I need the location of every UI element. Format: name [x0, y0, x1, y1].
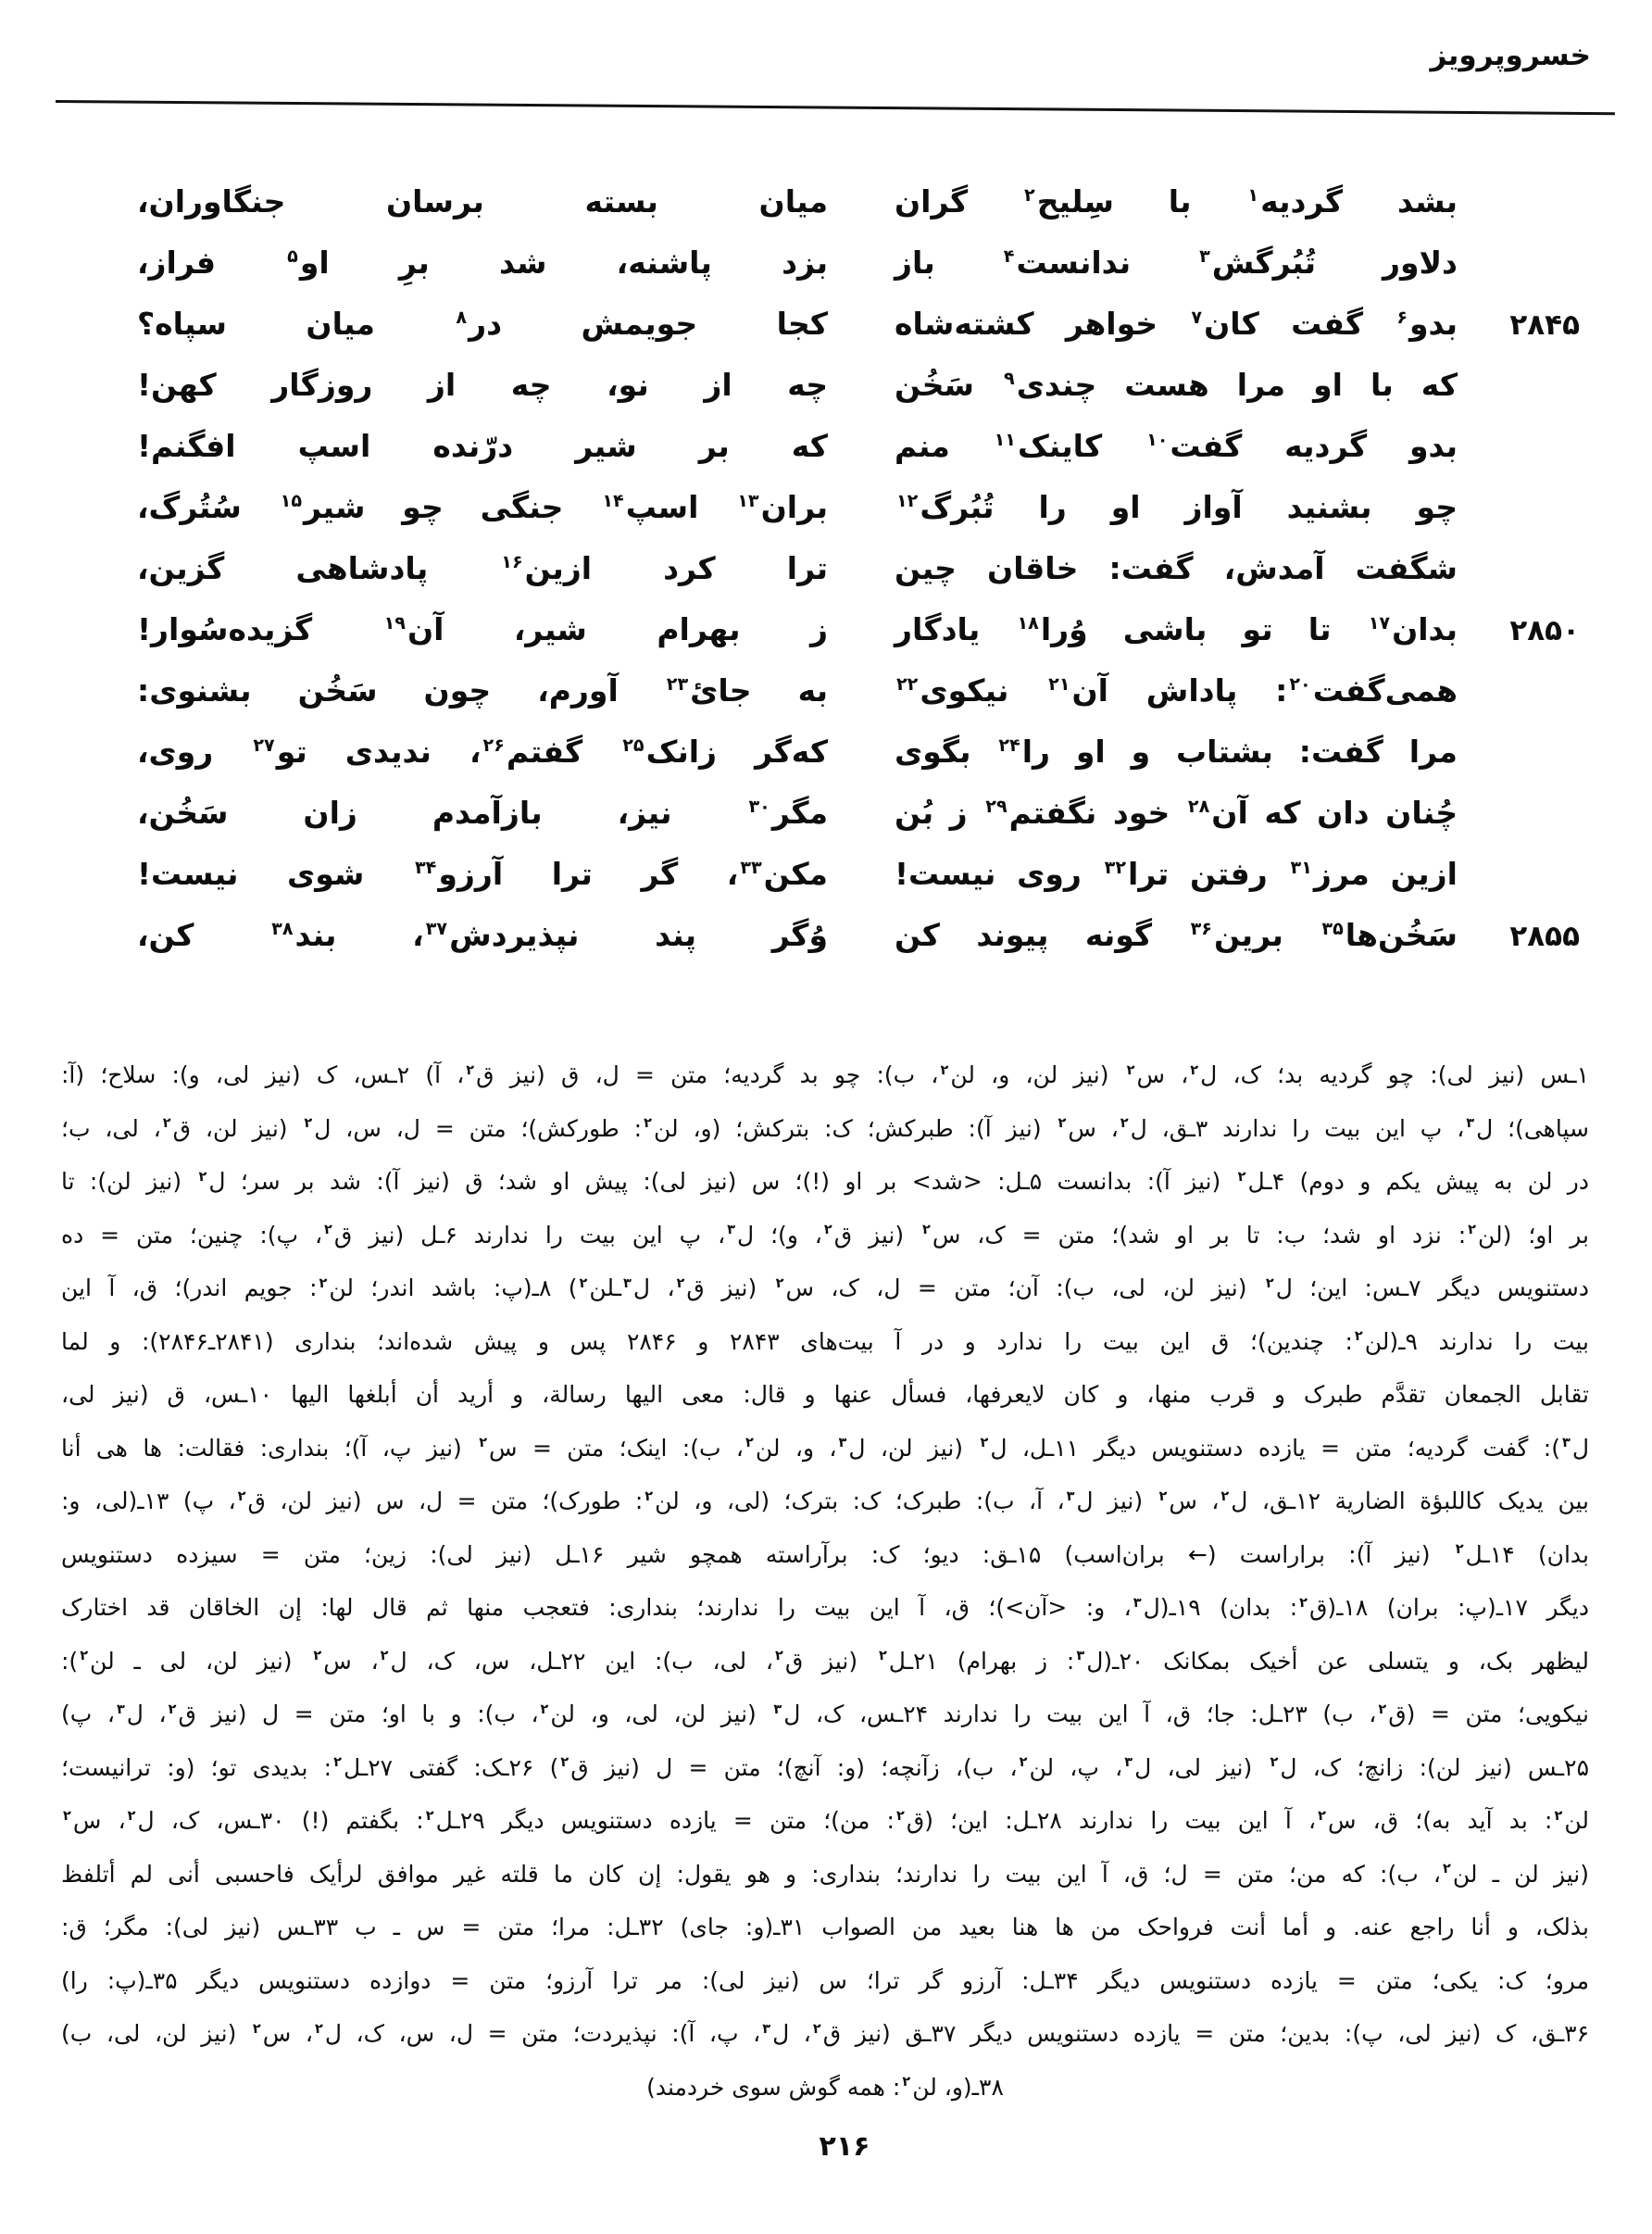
- footnote-ref: ۲: [1058, 1116, 1067, 1132]
- footnote-ref: ۳: [1199, 245, 1210, 267]
- footnote-ref: ۲: [1378, 1701, 1387, 1717]
- footnote-ref: ۴: [1003, 245, 1015, 267]
- footnote-ref: ۲: [823, 1223, 832, 1238]
- verse-row: [137, 672, 1585, 734]
- footnote-line: ۱ـس (نیز لی): چو گردیه بد؛ ک، ل$^۲$، س$^۲$ (نیز لن، و، لن$^۲$، ب): چو بد گردیه؛ متن = ل، ق (نیز ق$^۲$، آ) ۲ـس، ک (نیز لی، و): سلاح؛ (آ:: [61, 1061, 1589, 1088]
- hemistich-left: چه از نو، چه از روزگار کهن!: [137, 367, 828, 403]
- hemistich-left: ز بهرام شیر، آن$^{۱۹}$ گزیده‌سُوار!: [137, 611, 828, 647]
- footnote-ref: ۲: [1120, 1116, 1129, 1132]
- footnote-ref: ۲: [1019, 1755, 1028, 1771]
- footnote-ref: ۲: [940, 1062, 949, 1078]
- verse-row: [137, 245, 1585, 306]
- footnote-ref: ۲: [319, 1275, 328, 1291]
- footnote-ref: ۲: [333, 1755, 342, 1771]
- footnote-line: بدان) ۱۴ـل$^۲$ (نیز آ): براراست (← بران‌اسب) ۱۵ـق: دیو؛ ک: برآراسته همچو شیر ۱۶ـل (نیز لی): زین؛ متن = سیزده دستنویس: [61, 1540, 1589, 1568]
- verse-number: ۲۸۵۵: [1509, 920, 1580, 953]
- footnote-ref: ۱۰: [1146, 429, 1169, 450]
- footnote-ref: ۲: [922, 1223, 931, 1238]
- footnote-line: بذلک، و أنا راجع عنه. و أما أنت فرواحک من ها هنا بعید من الصواب ۳۱ـ(و: جای) ۳۲ـل: مرا؛ متن = س ـ ب ۳۳ـس (نیز لی): مگر؛ ق:: [61, 1914, 1589, 1940]
- footnote-ref: ۲: [902, 2075, 911, 2090]
- footnote-ref: ۵: [287, 245, 298, 267]
- footnote-ref: ۲: [313, 1649, 322, 1664]
- hemistich-right: بدو گردیه گفت$^{۱۰}$ کاینک$^{۱۱}$ منم: [895, 428, 1458, 464]
- footnote-line: ۳۶ـق، ک (نیز لی، پ): بدین؛ متن = یازده دستنویس دیگر ۳۷ـق (نیز ق$^۲$، ل$^۳$، پ، آ): نپذیردت؛ متن = ل، س، ک، ل$^۲$، س$^۲$ (نیز لن، لی، ب): [61, 2020, 1589, 2047]
- footnote-ref: ۸: [456, 307, 468, 328]
- verse-row: [137, 428, 1585, 489]
- hemistich-right: همی‌گفت$^{۲۰}$: پاداش آن$^{۲۱}$ نیکوی$^{۲۲}$: [896, 672, 1458, 709]
- footnote-ref: ۲: [466, 1062, 475, 1078]
- footnote-ref: ۲: [1126, 1062, 1135, 1078]
- footnote-ref: ۲: [425, 1808, 434, 1824]
- footnote-ref: ۱۱: [994, 429, 1016, 450]
- footnote-line: ل$^۳$): گفت گردیه؛ متن = یازده دستنویس دیگر ۱۱ـل، ل$^۲$ (نیز لن، ل$^۳$، و، لن$^۲$، ب): اینک؛ متن = س$^۲$ (نیز پ، آ)؛ بنداری: فقالت: ها هی أنا: [61, 1434, 1590, 1462]
- footnote-ref: ۳: [1561, 1436, 1571, 1451]
- footnote-ref: ۳۵: [1321, 918, 1344, 939]
- footnote-ref: ۲: [980, 1436, 989, 1451]
- footnote-ref: ۲: [198, 1169, 207, 1185]
- poem: [137, 183, 1585, 978]
- footnote-ref: ۷: [1191, 307, 1203, 328]
- hemistich-right: بدان$^{۱۷}$ تا تو باشی وُرا$^{۱۸}$ یادگار: [895, 611, 1458, 647]
- hemistich-right: بدو$^۶$ گفت کان$^۷$ خواهر کشته‌شاه: [895, 306, 1458, 342]
- footnote-ref: ۱۲: [896, 490, 919, 511]
- hemistich-right: چو بشنید آواز او را تُبُرگ$^{۱۲}$: [896, 489, 1458, 525]
- footnote-line: بر او؛ (لن$^۲$: نزد او شد؛ ب: تا بر او شد)؛ متن = ک، س$^۲$ (نیز ق$^۲$، و)؛ ل$^۳$، پ این بیت را ندارند ۶ـل (نیز ق$^۲$، پ): چنین؛ متن = ده: [61, 1221, 1589, 1249]
- footnote-ref: ۲: [560, 1755, 569, 1771]
- footnote-ref: ۳: [116, 1701, 125, 1717]
- footnote-ref: ۲: [878, 1649, 887, 1664]
- footnote-ref: ۲: [168, 1701, 177, 1717]
- hemistich-right: مرا گفت: بشتاب و او را$^{۲۴}$ بگوی: [895, 734, 1458, 770]
- footnote-ref: ۳۶: [1190, 918, 1212, 939]
- hemistich-right: شگفت آمدش، گفت: خاقان چین: [895, 550, 1458, 586]
- footnote-ref: ۳۸: [271, 918, 294, 939]
- footnote-line: تقابل الجمعان تقدَّم طبرک و قرب منها، و کان لایعرفها، فسأل عنها و قال: معی الیها رسالة، و أرید أن أبلغها الیها ۱۰ـس، ق (نیز لی،: [61, 1381, 1589, 1408]
- footnote-ref: ۲: [304, 1116, 313, 1132]
- footnote-ref: ۲۶: [482, 734, 505, 756]
- verse-row: [137, 367, 1585, 428]
- footnote-ref: ۲: [1318, 1808, 1326, 1824]
- footnote-ref: ۲: [1237, 1169, 1246, 1185]
- footnote-ref: ۳: [623, 1275, 632, 1291]
- header-rule: [56, 100, 1615, 115]
- footnote-line: نیکویی؛ متن = (ق$^۲$، ب) ۲۳ـل: جا؛ ق، آ این بیت را ندارند ۲۴ـس، ک، ل$^۳$ (نیز لن، لی، و، لن$^۲$، ب): و با او؛ متن = ل (نیز ق$^۲$، ل$^۳$، پ): [61, 1701, 1589, 1727]
- footnote-ref: ۲: [1299, 1595, 1308, 1611]
- footnote-ref: ۳: [1124, 1755, 1133, 1771]
- verse-row: [137, 917, 1585, 978]
- verse-number: ۲۸۵۰: [1509, 614, 1580, 647]
- verse-row: [137, 795, 1585, 856]
- footnote-ref: ۲: [1354, 1329, 1363, 1345]
- footnote-ref: ۲: [1190, 1062, 1199, 1078]
- footnote-ref: ۳۷: [425, 918, 448, 939]
- footnote-ref: ۳: [1466, 1116, 1475, 1132]
- footnote-ref: ۲: [380, 1649, 389, 1664]
- hemistich-right: دلاور تُبُرگش$^۳$ ندانست$^۴$ باز: [895, 245, 1458, 281]
- footnote-line: بین یدیک کاللبؤة الضاریة ۱۲ـق، ل$^۲$، س$^۲$ (نیز ل$^۳$، آ، ب): طبرک؛ ک: بترک؛ (لی، و، لن$^۲$: طورک)؛ متن = ل، س (نیز لن، ق$^۲$، پ) ۱۳ـ(لی، و:: [61, 1487, 1589, 1514]
- footnote-ref: ۲: [1270, 1755, 1279, 1771]
- footnote-ref: ۲: [1024, 184, 1035, 206]
- footnote-ref: ۳۴: [414, 857, 437, 878]
- footnote-ref: ۲: [745, 1436, 754, 1451]
- footnote-line: دیگر ۱۷ـ(پ: بران) ۱۸ـ(ق$^۲$: بدان) ۱۹ـ(ل$^۳$، و: <آن>)؛ ق، آ این بیت را ندارند؛ بنداری: فتعجب منها ثم قال لها: إن الخاقان قد اختارک: [61, 1594, 1590, 1621]
- footnote-ref: ۲: [895, 1808, 905, 1824]
- footnote-ref: ۲: [774, 1649, 783, 1664]
- footnote-ref: ۳: [727, 1223, 736, 1238]
- verse-row: [137, 611, 1585, 672]
- footnote-ref: ۱۶: [501, 551, 523, 572]
- hemistich-left: وُگر پند نپذیردش$^{۳۷}$، بند$^{۳۸}$ کن،: [137, 917, 828, 953]
- hemistich-right: ازین مرز$^{۳۱}$ رفتن ترا$^{۳۲}$ روی نیست!: [895, 856, 1458, 892]
- footnote-ref: ۲: [1468, 1223, 1477, 1238]
- footnote-ref: ۲: [645, 1488, 654, 1504]
- hemistich-left: مگر$^{۳۰}$ نیز، بازآمدم زان سَخُن،: [137, 795, 828, 831]
- footnote-line: ۳۸ـ(و، لن$^۲$: همه گوش سوی خردمند): [646, 2073, 1004, 2101]
- hemistich-right: سَخُن‌ها$^{۳۵}$ برین$^{۳۶}$ گونه پیوند کن: [895, 917, 1458, 953]
- hemistich-left: مکن$^{۳۳}$، گر ترا آرزو$^{۳۴}$ شوی نیست!: [137, 856, 828, 892]
- footnote-ref: ۲: [314, 2021, 323, 2037]
- footnote-ref: ۲: [1455, 1542, 1464, 1558]
- verse-row: [137, 183, 1585, 245]
- verse-row: [137, 550, 1585, 611]
- hemistich-left: کجا جویمش در$^۸$ میان سپاه؟: [137, 306, 828, 342]
- footnote-ref: ۱۸: [1017, 612, 1039, 634]
- footnote-ref: ۲۵: [622, 734, 645, 756]
- footnote-ref: ۲: [127, 1808, 136, 1824]
- footnote-ref: ۳: [773, 1701, 782, 1717]
- footnote-ref: ۲۸: [1187, 796, 1210, 817]
- footnote-ref: ۱۵: [280, 490, 302, 511]
- hemistich-left: که بر شیر درّنده اسپ افگنم!: [137, 428, 828, 464]
- footnote-ref: ۲: [80, 1649, 89, 1664]
- footnote-ref: ۱۹: [383, 612, 406, 634]
- footnote-line: (نیز لن ـ لن$^۲$، ب): که من؛ متن = ل؛ ق، آ این بیت را ندارند؛ بنداری: و هو یقول: إن کان ما قلته غیر موافق لرأیک فاحسبی أنی لم أتلفظ: [61, 1860, 1589, 1888]
- footnote-ref: ۱۴: [602, 490, 624, 511]
- footnote-ref: ۱: [1247, 184, 1259, 206]
- footnote-ref: ۲: [775, 1275, 784, 1291]
- footnote-ref: ۲۰: [1289, 673, 1311, 695]
- footnote-ref: ۲: [1442, 1862, 1451, 1877]
- footnote-ref: ۱۳: [737, 490, 759, 511]
- hemistich-left: ترا کرد ازین$^{۱۶}$ پادشاهی گزین،: [137, 550, 828, 586]
- footnote-ref: ۲۱: [1048, 673, 1070, 695]
- footnote-line: ۲۵ـس (نیز لن): زانچ؛ ک، ل$^۲$ (نیز لی، ل$^۳$، پ، لن$^۲$، ب)، زآنچه؛ (و: آنچ)؛ متن = ل (نیز ق$^۲$) ۲۶ـک: گفتی ۲۷ـل$^۲$: بدیدی تو؛ (و: ترانیست؛: [61, 1753, 1589, 1781]
- footnote-ref: ۲: [1220, 1488, 1230, 1504]
- footnote-ref: ۳۲: [1104, 857, 1127, 878]
- footnote-ref: ۲: [579, 1275, 588, 1291]
- footnote-ref: ۲۳: [666, 673, 689, 695]
- hemistich-left: به جایٔ$^{۲۳}$ آورم، چون سَخُن بشنوی:: [137, 672, 828, 709]
- footnote-ref: ۲: [644, 1116, 652, 1132]
- footnote-ref: ۹: [1004, 368, 1015, 389]
- verse-row: [137, 489, 1585, 550]
- footnote-ref: ۲۲: [896, 673, 919, 695]
- footnote-line: لیظهر بک، و یتسلی عن أخیک بمکانک ۲۰ـ(ل$^۳$: ز بهرام) ۲۱ـل$^۲$ (نیز ق$^۲$، لی، ب): این ۲۲ـل، س، ک، ل$^۲$، س$^۲$ (نیز لن، لی ـ لن$^۲$):: [61, 1647, 1589, 1675]
- verse-row: [137, 734, 1585, 795]
- footnote-ref: ۲: [63, 1808, 71, 1824]
- footnote-ref: ۲: [1158, 1488, 1168, 1504]
- footnote-line: بیت را ندارند ۹ـ(لن$^۲$: چندین)؛ ق این بیت را ندارد و در آ بیت‌های ۲۸۴۳ و ۲۸۴۶ پس و پیش شده‌اند؛ بنداری (۲۸۴۱ـ۲۸۴۶): و لما: [61, 1327, 1589, 1355]
- footnote-ref: ۲: [162, 1116, 171, 1132]
- footnote-line: دستنویس دیگر ۷ـس: این؛ ل$^۲$ (نیز لن، لی، ب): آن؛ متن = ل، ک، س$^۲$ (نیز ق$^۲$، ل$^۳$ـلن$^۲$) ۸ـ(پ: باشد اندر؛ لن$^۲$: جویم اندر)؛ ق، آ این: [61, 1274, 1590, 1301]
- hemistich-left: میان بسته برسان جنگاوران،: [137, 183, 828, 220]
- footnote-line: در لن به پیش یکم و دوم) ۴ـل$^۲$ (نیز آ): بدانست ۵ـل: <شد> بر او (!)؛ س (نیز لی): پیش او شد؛ ق (نیز آ): شد بر سر؛ ل$^۲$ (نیز لن): تا: [61, 1168, 1589, 1195]
- footnote-ref: ۲: [812, 2021, 821, 2037]
- footnote-ref: ۳: [1133, 1595, 1142, 1611]
- footnote-ref: ۲: [540, 1701, 549, 1717]
- footnote-line: سپاهی)؛ ل$^۳$، پ این بیت را ندارند ۳ـق، ل$^۲$، س$^۲$ (نیز آ): طبرکش؛ ک: بترکش؛ (و، لن$^۲$: طورکش)؛ متن = ل، س، ل$^۲$ (نیز لن، ق$^۲$، لی، ب؛: [61, 1114, 1589, 1142]
- footnote-ref: ۳۱: [1290, 857, 1312, 878]
- hemistich-right: بشد گردیه$^۱$ با سِلیح$^۲$ گران: [895, 183, 1458, 220]
- footnote-ref: ۶: [1396, 307, 1408, 328]
- footnote-ref: ۳۰: [748, 796, 770, 817]
- hemistich-right: که با او مرا هست چندی$^۹$ سَخُن: [895, 367, 1458, 403]
- footnote-ref: ۲: [1265, 1275, 1274, 1291]
- hemistich-left: که‌گر زانک$^{۲۵}$ گفتم$^{۲۶}$، ندیدی تو$^{۲۷}$ روی،: [137, 734, 829, 770]
- verse-row: [137, 856, 1585, 917]
- footnote-ref: ۲: [479, 1436, 488, 1451]
- hemistich-right: چُنان دان که آن$^{۲۸}$ خود نگفتم$^{۲۹}$ ز بُن: [895, 795, 1458, 831]
- hemistich-left: بران$^{۱۳}$ اسپ$^{۱۴}$ جنگی چو شیر$^{۱۵}$ سُتُرگ،: [137, 489, 829, 525]
- footnote-ref: ۱۷: [1368, 612, 1391, 634]
- footnote-line: مرو؛ ک: یکی؛ متن = یازده دستنویس دیگر ۳۴ـل: آرزو گر ترا؛ س (نیز لی): مر ترا آرزو؛ متن = دوازده دستنویس دیگر ۳۵ـ(پ: را): [61, 1966, 1589, 1994]
- footnote-ref: ۲: [252, 2021, 261, 2037]
- footnote-ref: ۲۹: [985, 796, 1007, 817]
- running-head-title: خسروپرویز: [1430, 39, 1591, 72]
- footnote-ref: ۳: [838, 1436, 847, 1451]
- footnote-ref: ۳: [1076, 1649, 1085, 1664]
- footnote-ref: ۳: [1066, 1488, 1075, 1504]
- footnote-ref: ۲۴: [998, 734, 1020, 756]
- footnote-ref: ۲۷: [253, 734, 275, 756]
- footnote-ref: ۲: [1554, 1808, 1563, 1824]
- verse-number: ۲۸۴۵: [1509, 308, 1580, 342]
- footnote-ref: ۲: [324, 1223, 332, 1238]
- footnote-ref: ۲: [237, 1488, 246, 1504]
- footnote-ref: ۳۳: [740, 857, 762, 878]
- footnote-ref: ۳: [762, 2021, 771, 2037]
- footnote-ref: ۲: [676, 1275, 685, 1291]
- page-number: ۲۱۶: [819, 2130, 870, 2163]
- footnote-line: لن$^۲$: بد آید به)؛ ق، س$^۲$، آ این بیت را ندارند ۲۸ـل: این؛ (ق$^۲$: من)؛ متن = یازده دستنویس دیگر ۲۹ـل$^۲$: بگفتم (!) ۳۰ـس، ک، ل$^۲$، س$^۲$: [63, 1807, 1589, 1834]
- footnotes: [61, 1048, 1589, 2114]
- verse-row: [137, 306, 1585, 367]
- hemistich-left: بزد پاشنه، شد برِ او$^۵$ فراز،: [137, 245, 828, 281]
